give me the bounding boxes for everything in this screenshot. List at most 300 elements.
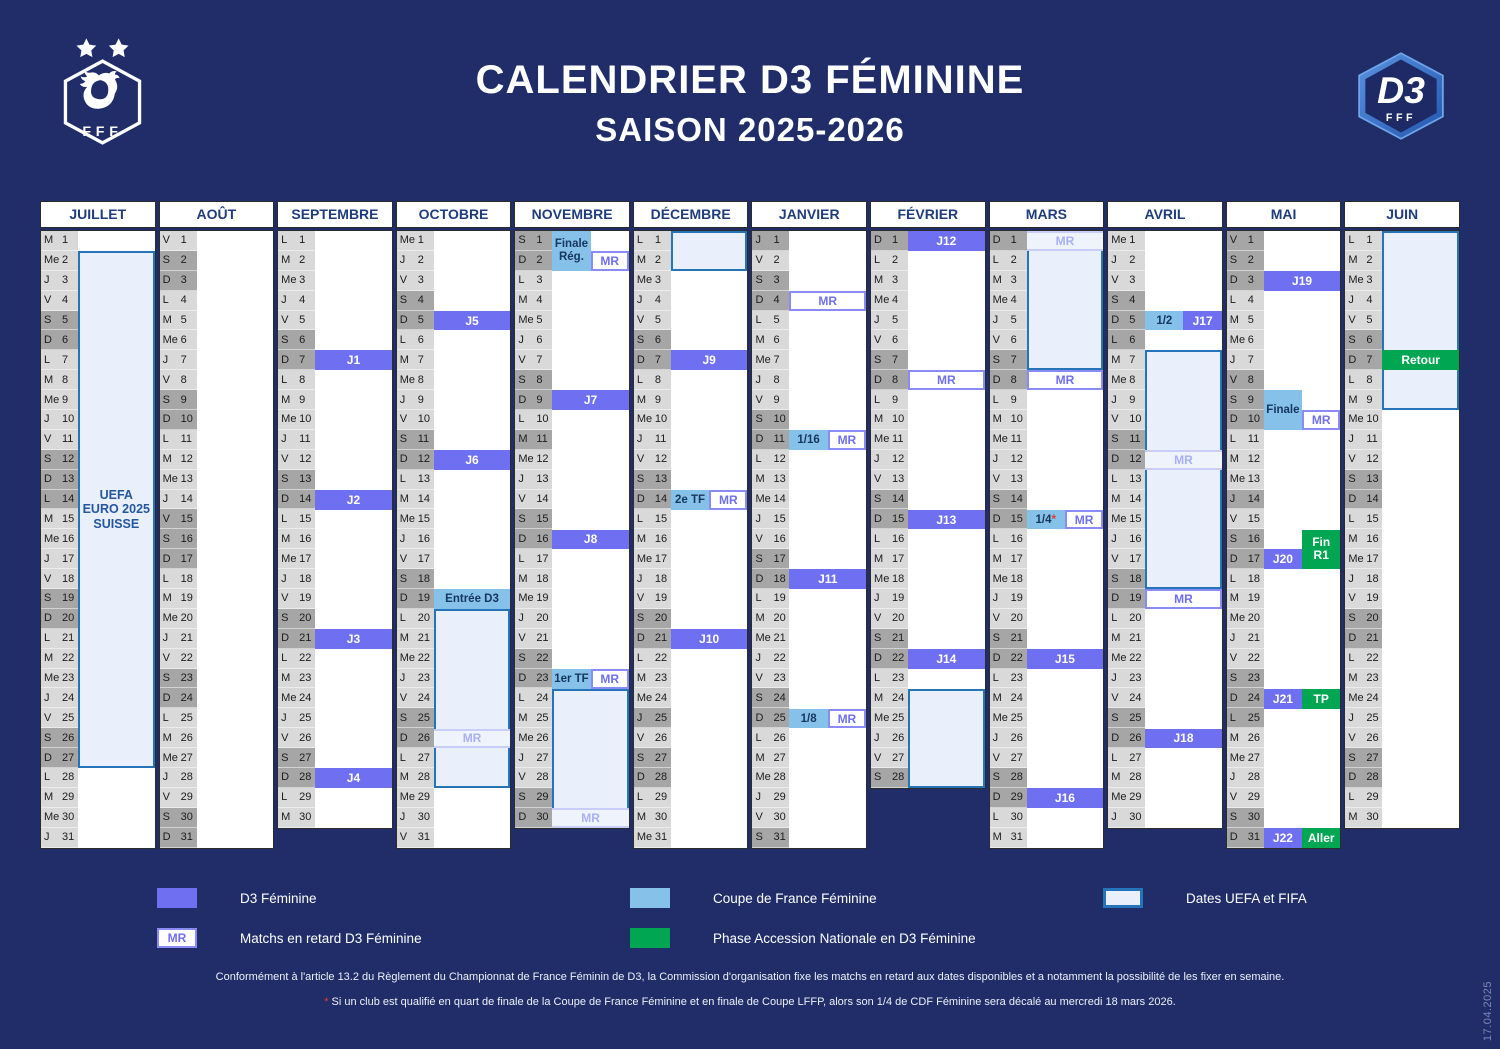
day-cell: Me 23 bbox=[41, 669, 78, 689]
day-cell: L 27 bbox=[1108, 748, 1145, 768]
day-cell: D 21 bbox=[634, 629, 671, 649]
day-cell: L 22 bbox=[634, 649, 671, 669]
day-cell: J 31 bbox=[41, 828, 78, 848]
day-cell: L 23 bbox=[871, 669, 908, 689]
day-cell: Me 24 bbox=[634, 688, 671, 708]
day-cell: D 29 bbox=[990, 788, 1027, 808]
day-cell: S 26 bbox=[41, 728, 78, 748]
day-cell: V 7 bbox=[515, 350, 552, 370]
event-j7: J7 bbox=[552, 390, 629, 410]
day-cell: J 16 bbox=[1108, 529, 1145, 549]
day-cell: J 17 bbox=[41, 549, 78, 569]
day-cell: L 28 bbox=[41, 768, 78, 788]
day-cell: M 13 bbox=[752, 470, 789, 490]
day-cell: V 1 bbox=[160, 231, 197, 251]
day-cell: M 8 bbox=[41, 370, 78, 390]
event-tp: TP bbox=[1302, 689, 1340, 709]
legend-item-d3 bbox=[157, 888, 630, 908]
day-cell: D 5 bbox=[397, 311, 434, 331]
event-mr: MR bbox=[1302, 410, 1340, 430]
legend-item-pan bbox=[630, 928, 1103, 948]
day-cell: J 2 bbox=[397, 251, 434, 271]
day-cell: M 18 bbox=[515, 569, 552, 589]
event-uefa bbox=[908, 689, 985, 789]
day-cell: Me 3 bbox=[634, 271, 671, 291]
event-uefa bbox=[552, 689, 629, 828]
day-cell: J 3 bbox=[41, 271, 78, 291]
day-cell: M 16 bbox=[634, 529, 671, 549]
day-cell: J 12 bbox=[871, 450, 908, 470]
day-cell: Me 31 bbox=[634, 828, 671, 848]
day-cell: L 8 bbox=[634, 370, 671, 390]
day-cell: D 28 bbox=[278, 768, 315, 788]
day-cell: D 10 bbox=[160, 410, 197, 430]
day-cell: J 11 bbox=[634, 430, 671, 450]
day-cell: D 31 bbox=[1227, 828, 1264, 848]
day-cell: J 29 bbox=[752, 788, 789, 808]
day-cell: L 1 bbox=[278, 231, 315, 251]
d3-logo-subtext: FFF bbox=[1385, 111, 1417, 124]
day-cell: M 22 bbox=[41, 649, 78, 669]
legend-item-uefa bbox=[1103, 888, 1387, 908]
month-avril bbox=[1107, 201, 1223, 849]
day-cell: V 5 bbox=[1345, 311, 1382, 331]
event-1-16: 1/16 bbox=[789, 430, 827, 450]
day-cell: D 7 bbox=[278, 350, 315, 370]
day-cell: V 27 bbox=[871, 748, 908, 768]
day-cell: V 5 bbox=[634, 311, 671, 331]
day-cell: V 8 bbox=[160, 370, 197, 390]
day-cell: M 2 bbox=[1345, 251, 1382, 271]
day-cell: L 25 bbox=[1227, 708, 1264, 728]
day-cell: V 20 bbox=[990, 609, 1027, 629]
day-cell: S 9 bbox=[160, 390, 197, 410]
month-aout bbox=[159, 201, 275, 849]
footnote-2: * Si un club est qualifié en quart de finale de la Coupe de France Féminine et en finale de Coupe LFFP, alors son 1/4 de CDF Féminine sera décalé au mercredi 18 mars 2026. bbox=[324, 996, 1176, 1008]
day-cell: S 16 bbox=[160, 529, 197, 549]
day-cell: D 17 bbox=[160, 549, 197, 569]
event-j2: J2 bbox=[315, 490, 392, 510]
day-cell: V 18 bbox=[41, 569, 78, 589]
day-cell: S 19 bbox=[41, 589, 78, 609]
day-cell: L 13 bbox=[397, 470, 434, 490]
day-cell: L 29 bbox=[1345, 788, 1382, 808]
day-cell: D 19 bbox=[397, 589, 434, 609]
day-cell: M 20 bbox=[752, 609, 789, 629]
day-cell: J 21 bbox=[160, 629, 197, 649]
day-cell: D 8 bbox=[990, 370, 1027, 390]
day-cell: S 11 bbox=[397, 430, 434, 450]
day-cell: V 19 bbox=[634, 589, 671, 609]
day-cell: L 15 bbox=[1345, 509, 1382, 529]
legend-label: Phase Accession Nationale en D3 Féminine bbox=[713, 930, 976, 946]
day-cell: M 28 bbox=[397, 768, 434, 788]
day-cell: L 9 bbox=[990, 390, 1027, 410]
page-title bbox=[0, 58, 1500, 149]
day-cell: D 12 bbox=[397, 450, 434, 470]
day-cell: M 21 bbox=[397, 629, 434, 649]
day-cell: L 15 bbox=[634, 509, 671, 529]
day-cell: L 2 bbox=[871, 251, 908, 271]
day-cell: S 7 bbox=[871, 350, 908, 370]
day-cell: D 18 bbox=[752, 569, 789, 589]
day-cell: D 12 bbox=[1108, 450, 1145, 470]
day-cell: M 15 bbox=[41, 509, 78, 529]
day-cell: V 22 bbox=[160, 649, 197, 669]
event-j17: J17 bbox=[1183, 311, 1221, 331]
day-cell: L 22 bbox=[278, 649, 315, 669]
day-cell: L 4 bbox=[1227, 291, 1264, 311]
day-cell: J 28 bbox=[160, 768, 197, 788]
day-cell: S 20 bbox=[634, 609, 671, 629]
event-pan: Fin R1 bbox=[1302, 530, 1340, 570]
day-cell: D 3 bbox=[160, 271, 197, 291]
day-cell: D 28 bbox=[1345, 768, 1382, 788]
day-cell: V 1 bbox=[1227, 231, 1264, 251]
day-cell: L 27 bbox=[397, 748, 434, 768]
day-cell: D 31 bbox=[160, 828, 197, 848]
day-cell: S 29 bbox=[515, 788, 552, 808]
day-cell: S 6 bbox=[1345, 330, 1382, 350]
day-cell: L 5 bbox=[752, 311, 789, 331]
d3-logo bbox=[1352, 50, 1450, 147]
day-cell: V 23 bbox=[752, 669, 789, 689]
day-cell: J 5 bbox=[990, 311, 1027, 331]
day-cell: L 29 bbox=[634, 788, 671, 808]
day-cell: D 14 bbox=[278, 490, 315, 510]
day-cell: J 30 bbox=[397, 808, 434, 828]
day-cell: J 25 bbox=[1345, 708, 1382, 728]
day-cell: J 11 bbox=[1345, 430, 1382, 450]
event-j19: J19 bbox=[1264, 271, 1341, 291]
day-cell: Me 19 bbox=[515, 589, 552, 609]
day-cell: L 11 bbox=[1227, 430, 1264, 450]
day-cell: M 9 bbox=[634, 390, 671, 410]
day-cell: V 28 bbox=[515, 768, 552, 788]
day-cell: S 14 bbox=[871, 490, 908, 510]
day-cell: L 26 bbox=[752, 728, 789, 748]
day-cell: M 7 bbox=[1108, 350, 1145, 370]
day-cell: S 31 bbox=[752, 828, 789, 848]
day-cell: Me 10 bbox=[1345, 410, 1382, 430]
date-stamp: 17.04.2025 bbox=[1482, 980, 1494, 1041]
day-cell: D 16 bbox=[515, 529, 552, 549]
event-mr: MR bbox=[709, 490, 747, 510]
day-cell: D 9 bbox=[515, 390, 552, 410]
event-j10: J10 bbox=[671, 629, 748, 649]
day-cell: V 11 bbox=[41, 430, 78, 450]
event-mr: MR bbox=[1145, 589, 1222, 609]
day-cell: V 13 bbox=[871, 470, 908, 490]
event-j20: J20 bbox=[1264, 549, 1302, 569]
day-cell: D 11 bbox=[752, 430, 789, 450]
day-cell: S 23 bbox=[160, 669, 197, 689]
day-cell: J 6 bbox=[515, 330, 552, 350]
day-cell: D 13 bbox=[41, 470, 78, 490]
day-cell: L 18 bbox=[1227, 569, 1264, 589]
day-cell: Me 27 bbox=[160, 748, 197, 768]
day-cell: J 1 bbox=[752, 231, 789, 251]
day-cell: D 5 bbox=[1108, 311, 1145, 331]
day-cell: V 19 bbox=[1345, 589, 1382, 609]
day-cell: M 30 bbox=[1345, 808, 1382, 828]
day-cell: Me 8 bbox=[397, 370, 434, 390]
day-cell: D 26 bbox=[397, 728, 434, 748]
month-mars bbox=[989, 201, 1105, 849]
day-cell: S 21 bbox=[871, 629, 908, 649]
month-janvier bbox=[751, 201, 867, 849]
month-title-novembre: NOVEMBRE bbox=[514, 201, 630, 228]
event-mr: MR bbox=[1145, 450, 1222, 470]
month-juin bbox=[1344, 201, 1460, 849]
day-cell: D 14 bbox=[634, 490, 671, 510]
title-line2: SAISON 2025-2026 bbox=[595, 111, 905, 148]
day-cell: Me 14 bbox=[752, 490, 789, 510]
day-cell: Me 4 bbox=[990, 291, 1027, 311]
day-cell: M 14 bbox=[397, 490, 434, 510]
day-cell: S 15 bbox=[515, 509, 552, 529]
day-cell: M 12 bbox=[160, 450, 197, 470]
day-cell: M 5 bbox=[1227, 311, 1264, 331]
day-cell: M 10 bbox=[871, 410, 908, 430]
day-cell: S 16 bbox=[1227, 529, 1264, 549]
day-cell: M 29 bbox=[41, 788, 78, 808]
legend-swatch-mr: MR bbox=[157, 928, 197, 948]
month-title-decembre: DÉCEMBRE bbox=[633, 201, 749, 228]
day-cell: M 12 bbox=[1227, 450, 1264, 470]
day-cell: Me 8 bbox=[1108, 370, 1145, 390]
day-cell: M 21 bbox=[1108, 629, 1145, 649]
day-cell: V 24 bbox=[1108, 688, 1145, 708]
day-cell: V 29 bbox=[160, 788, 197, 808]
event-retour: Retour bbox=[1382, 350, 1459, 370]
day-cell: D 2 bbox=[515, 251, 552, 271]
day-cell: S 2 bbox=[1227, 251, 1264, 271]
event-1-4: 1/4 * bbox=[1027, 510, 1065, 530]
event-mr: MR bbox=[552, 808, 629, 828]
legend-label: Dates UEFA et FIFA bbox=[1186, 890, 1307, 906]
day-cell: L 3 bbox=[515, 271, 552, 291]
day-cell: J 7 bbox=[1227, 350, 1264, 370]
day-cell: M 26 bbox=[1227, 728, 1264, 748]
day-cell: D 22 bbox=[871, 649, 908, 669]
day-cell: J 23 bbox=[397, 669, 434, 689]
day-cell: Me 10 bbox=[634, 410, 671, 430]
day-cell: V 12 bbox=[1345, 450, 1382, 470]
month-title-mai: MAI bbox=[1226, 201, 1342, 228]
day-cell: Me 3 bbox=[1345, 271, 1382, 291]
day-cell: Me 22 bbox=[397, 649, 434, 669]
day-cell: J 25 bbox=[634, 708, 671, 728]
day-cell: M 19 bbox=[160, 589, 197, 609]
day-cell: M 2 bbox=[634, 251, 671, 271]
event-mr: MR bbox=[828, 430, 866, 450]
footnotes bbox=[0, 971, 1500, 1021]
day-cell: J 24 bbox=[41, 688, 78, 708]
day-cell: M 26 bbox=[160, 728, 197, 748]
day-cell: S 20 bbox=[1345, 609, 1382, 629]
day-cell: Me 20 bbox=[1227, 609, 1264, 629]
day-cell: D 7 bbox=[634, 350, 671, 370]
day-cell: M 16 bbox=[278, 529, 315, 549]
event-uefa bbox=[1027, 231, 1104, 370]
day-cell: L 14 bbox=[41, 490, 78, 510]
day-cell: S 30 bbox=[1227, 808, 1264, 828]
day-cell: D 8 bbox=[871, 370, 908, 390]
day-cell: J 5 bbox=[871, 311, 908, 331]
month-septembre bbox=[277, 201, 393, 849]
day-cell: Me 29 bbox=[397, 788, 434, 808]
event-aller: Aller bbox=[1302, 828, 1340, 848]
month-title-avril: AVRIL bbox=[1107, 201, 1223, 228]
event-1-8: 1/8 bbox=[789, 709, 827, 729]
day-cell: S 25 bbox=[397, 708, 434, 728]
day-cell: M 19 bbox=[1227, 589, 1264, 609]
day-cell: S 25 bbox=[1108, 708, 1145, 728]
day-cell: M 7 bbox=[397, 350, 434, 370]
day-cell: S 1 bbox=[515, 231, 552, 251]
day-cell: J 27 bbox=[515, 748, 552, 768]
day-cell: M 23 bbox=[634, 669, 671, 689]
day-cell: M 28 bbox=[1108, 768, 1145, 788]
day-cell: L 23 bbox=[990, 669, 1027, 689]
legend-swatch-cdf bbox=[630, 888, 670, 908]
day-cell: L 1 bbox=[1345, 231, 1382, 251]
day-cell: S 8 bbox=[515, 370, 552, 390]
day-cell: J 15 bbox=[752, 509, 789, 529]
day-cell: D 24 bbox=[1227, 688, 1264, 708]
day-cell: D 28 bbox=[634, 768, 671, 788]
day-cell: M 3 bbox=[990, 271, 1027, 291]
day-cell: Me 6 bbox=[1227, 330, 1264, 350]
day-cell: D 4 bbox=[752, 291, 789, 311]
event-1er-tf: 1er TF bbox=[552, 669, 590, 689]
day-cell: J 20 bbox=[515, 609, 552, 629]
day-cell: D 26 bbox=[1108, 728, 1145, 748]
day-cell: L 20 bbox=[397, 609, 434, 629]
day-cell: J 30 bbox=[1108, 808, 1145, 828]
day-cell: J 26 bbox=[871, 728, 908, 748]
day-cell: D 25 bbox=[752, 708, 789, 728]
day-cell: L 24 bbox=[515, 688, 552, 708]
event-uefa: UEFA EURO 2025 SUISSE bbox=[78, 251, 155, 768]
day-cell: J 22 bbox=[752, 649, 789, 669]
day-cell: S 30 bbox=[160, 808, 197, 828]
day-cell: J 21 bbox=[1227, 629, 1264, 649]
day-cell: S 28 bbox=[871, 768, 908, 788]
event-uefa bbox=[1382, 231, 1459, 410]
day-cell: L 15 bbox=[278, 509, 315, 529]
day-cell: V 4 bbox=[41, 291, 78, 311]
day-cell: V 15 bbox=[160, 509, 197, 529]
day-cell: S 27 bbox=[1345, 748, 1382, 768]
day-cell: Me 13 bbox=[160, 470, 197, 490]
day-cell: J 18 bbox=[1345, 569, 1382, 589]
day-cell: L 19 bbox=[752, 589, 789, 609]
day-cell: L 18 bbox=[160, 569, 197, 589]
day-cell: L 6 bbox=[1108, 330, 1145, 350]
day-cell: J 16 bbox=[397, 529, 434, 549]
day-cell: L 25 bbox=[160, 708, 197, 728]
day-cell: M 6 bbox=[752, 330, 789, 350]
day-cell: J 19 bbox=[871, 589, 908, 609]
day-cell: M 14 bbox=[1108, 490, 1145, 510]
day-cell: Me 12 bbox=[515, 450, 552, 470]
day-cell: S 21 bbox=[990, 629, 1027, 649]
day-cell: M 3 bbox=[871, 271, 908, 291]
day-cell: L 22 bbox=[1345, 649, 1382, 669]
day-cell: S 28 bbox=[990, 768, 1027, 788]
star-icon bbox=[76, 38, 96, 57]
day-cell: S 20 bbox=[278, 609, 315, 629]
day-cell: J 19 bbox=[990, 589, 1027, 609]
event-uefa bbox=[1145, 350, 1222, 589]
event-j18: J18 bbox=[1145, 729, 1222, 749]
day-cell: V 22 bbox=[1227, 649, 1264, 669]
day-cell: J 28 bbox=[1227, 768, 1264, 788]
legend-swatch-uefa bbox=[1103, 888, 1143, 908]
day-cell: S 13 bbox=[278, 470, 315, 490]
day-cell: Me 29 bbox=[1108, 788, 1145, 808]
footnote-1: Conformément à l'article 13.2 du Règlement du Championnat de France Féminin de D3, la Commission d'organisation fixe les matchs en retard aux dates disponibles et a notamment la possibilité de les fixer en semaine. bbox=[215, 971, 1285, 983]
fff-logo-text: FFF bbox=[82, 124, 123, 141]
event-j15: J15 bbox=[1027, 649, 1104, 669]
day-cell: Me 5 bbox=[515, 311, 552, 331]
day-cell: D 21 bbox=[278, 629, 315, 649]
day-cell: V 16 bbox=[752, 529, 789, 549]
day-cell: L 30 bbox=[990, 808, 1027, 828]
day-cell: J 14 bbox=[160, 490, 197, 510]
day-cell: V 3 bbox=[1108, 271, 1145, 291]
day-cell: Me 20 bbox=[160, 609, 197, 629]
day-cell: Me 9 bbox=[41, 390, 78, 410]
day-cell: Me 22 bbox=[1108, 649, 1145, 669]
day-cell: S 6 bbox=[278, 330, 315, 350]
day-cell: J 7 bbox=[160, 350, 197, 370]
day-cell: J 8 bbox=[752, 370, 789, 390]
day-cell: Me 25 bbox=[990, 708, 1027, 728]
day-cell: D 1 bbox=[990, 231, 1027, 251]
month-title-septembre: SEPTEMBRE bbox=[277, 201, 393, 228]
month-novembre bbox=[514, 201, 630, 849]
day-cell: S 18 bbox=[397, 569, 434, 589]
day-cell: M 17 bbox=[871, 549, 908, 569]
day-cell: L 13 bbox=[1108, 470, 1145, 490]
event-j16: J16 bbox=[1027, 788, 1104, 808]
day-cell: J 14 bbox=[1227, 490, 1264, 510]
day-cell: V 5 bbox=[278, 311, 315, 331]
day-cell: L 4 bbox=[160, 291, 197, 311]
event-mr: MR bbox=[591, 669, 629, 689]
event-mr: MR bbox=[591, 251, 629, 271]
day-cell: Me 25 bbox=[871, 708, 908, 728]
event-mr: MR bbox=[908, 370, 985, 390]
day-cell: S 2 bbox=[160, 251, 197, 271]
day-cell: M 2 bbox=[278, 251, 315, 271]
day-cell: V 10 bbox=[397, 410, 434, 430]
day-cell: D 19 bbox=[1108, 589, 1145, 609]
day-cell: V 25 bbox=[41, 708, 78, 728]
day-cell: S 6 bbox=[634, 330, 671, 350]
day-cell: L 21 bbox=[41, 629, 78, 649]
event-1-2: 1/2 bbox=[1145, 311, 1183, 331]
legend-swatch-d3 bbox=[157, 888, 197, 908]
month-title-octobre: OCTOBRE bbox=[396, 201, 512, 228]
day-cell: S 27 bbox=[634, 748, 671, 768]
event-j13: J13 bbox=[908, 510, 985, 530]
day-cell: Me 4 bbox=[871, 291, 908, 311]
day-cell: J 12 bbox=[990, 450, 1027, 470]
